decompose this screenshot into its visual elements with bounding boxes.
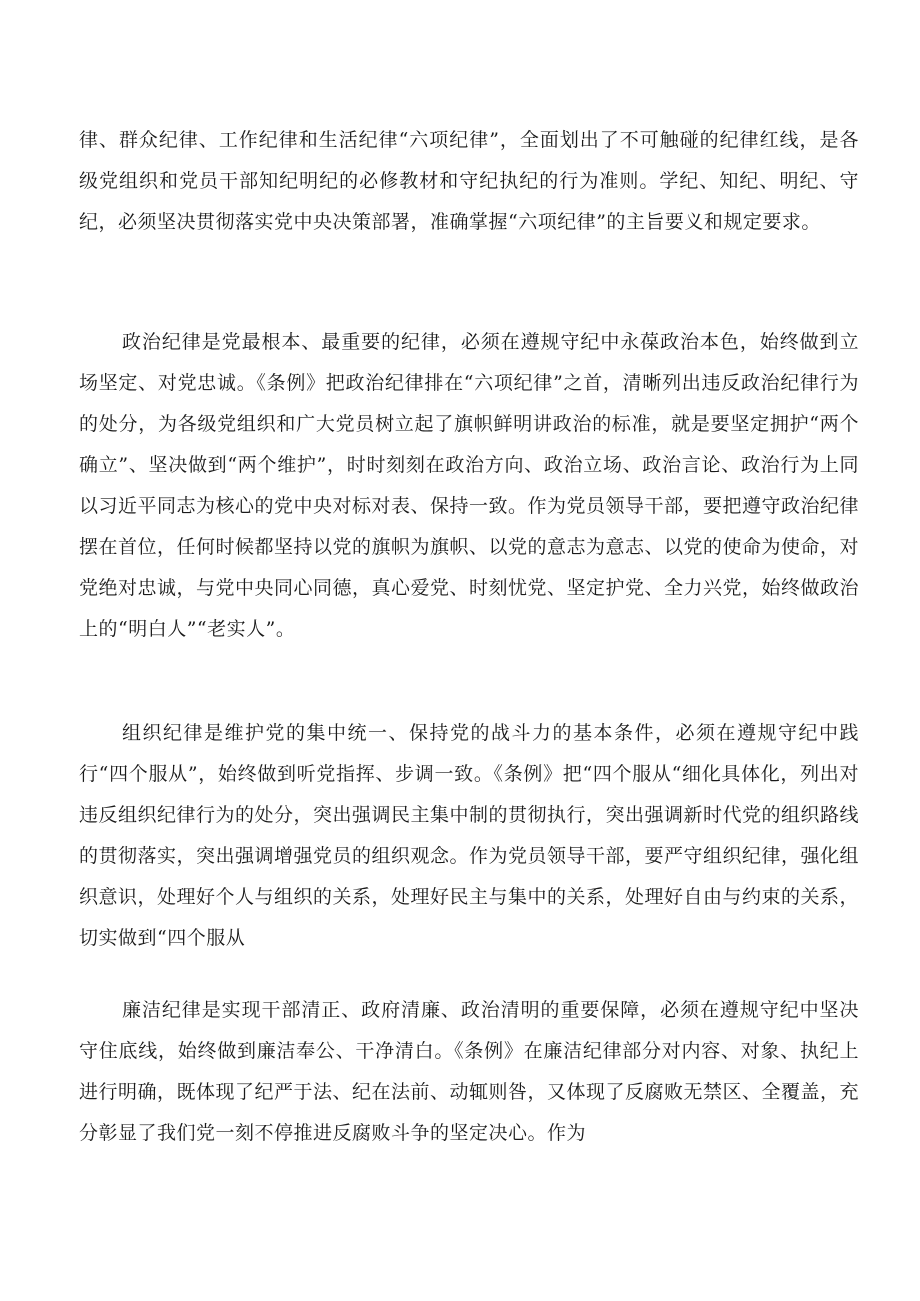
- paragraph-political-discipline: 政治纪律是党最根本、最重要的纪律，必须在遵规守纪中永葆政治本色，始终做到立场坚定、对党忠诚。《条例》把政治纪律排在“六项纪律”之首，清晰列出违反政治纪律行为的处分，为各级党组织和广大党员树立起了旗帜鲜明讲政治的标准，就是要坚定拥护“两个确立”、坚决做到“两个维护”，时时刻刻在政治方向、政治立场、政治言论、政治行为上同以习近平同志为核心的党中央对标对表、保持一致。作为党员领导干部，要把遵守政治纪律摆在首位，任何时候都坚持以党的旗帜为旗帜、以党的意志为意志、以党的使命为使命，对党绝对忠诚，与党中央同心同德，真心爱党、时刻忧党、坚定护党、全力兴党，始终做政治上的“明白人”“老实人”。: [79, 331, 860, 640]
- paragraph-integrity-discipline: 廉洁纪律是实现干部清正、政府清廉、政治清明的重要保障，必须在遵规守纪中坚决守住底线，始终做到廉洁奉公、干净清白。《条例》在廉洁纪律部分对内容、对象、执纪上进行明确，既体现了纪严于法、纪在法前、动辄则咎，又体现了反腐败无禁区、全覆盖，充分彰显了我们党一刻不停推进反腐败斗争的坚定决心。作为: [79, 999, 860, 1144]
- paragraph-six-disciplines-intro: 律、群众纪律、工作纪律和生活纪律“六项纪律”，全面划出了不可触碰的纪律红线，是各级党组织和党员干部知纪明纪的必修教材和守纪执纪的行为准则。学纪、知纪、明纪、守纪，必须坚决贯彻落实党中央决策部署，准确掌握“六项纪律”的主旨要义和规定要求。: [79, 129, 859, 233]
- paragraph-organizational-discipline: 组织纪律是维护党的集中统一、保持党的战斗力的基本条件，必须在遵规守纪中践行“四个服从”，始终做到听党指挥、步调一致。《条例》把“四个服从“细化具体化，列出对违反组织纪律行为的处分，突出强调民主集中制的贯彻执行，突出强调新时代党的组织路线的贯彻落实，突出强调增强党员的组织观念。作为党员领导干部，要严守组织纪律，强化组织意识，处理好个人与组织的关系，处理好民主与集中的关系，处理好自由与约束的关系，切实做到“四个服从: [79, 722, 860, 949]
